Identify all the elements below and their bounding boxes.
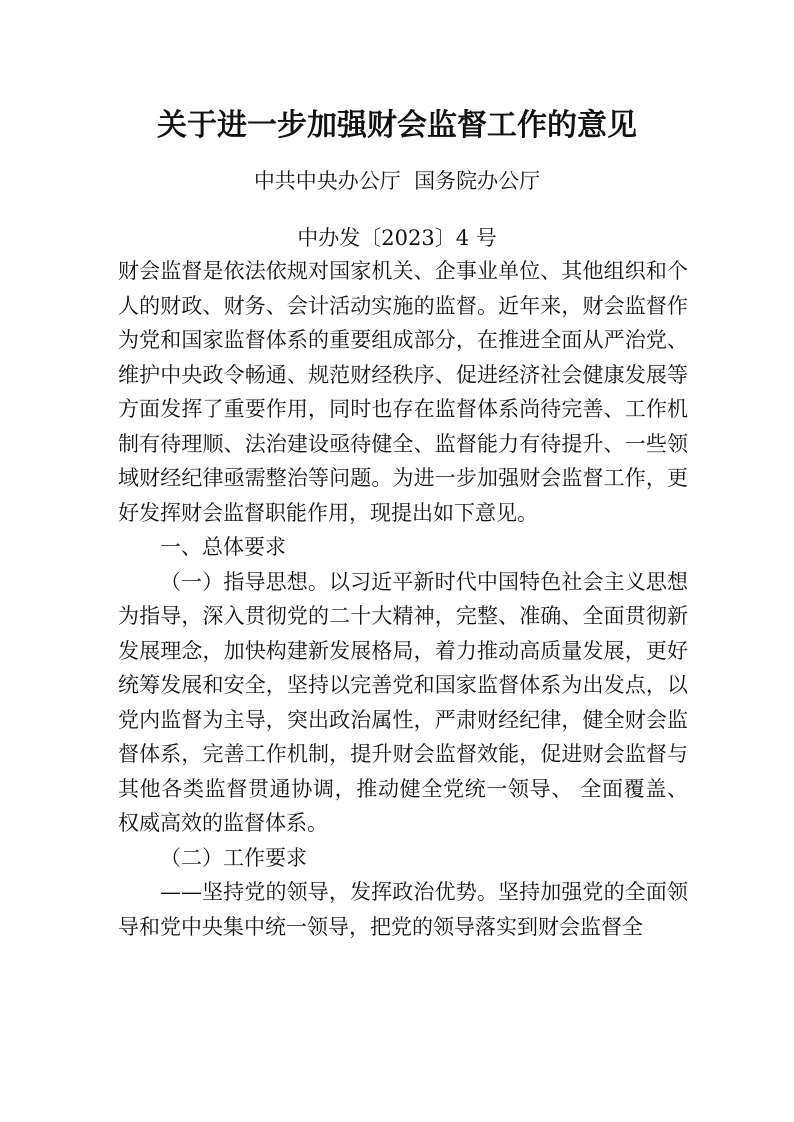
guiding-ideology-paragraph: （一）指导思想。以习近平新时代中国特色社会主义思想为指导，深入贯彻党的二十大精神，完整、准确、全面贯彻新发展理念，加快构建新发展格局，着力推动高质量发展，更好统筹发展和安全，坚持以完善党和国家监督体系为出发点，以党内监督为主导，突出政治属性，严肃财经纪律，健全财会监督体系，完善工作机制，提升财会监督效能，促进财会监督与其他各类监督贯通协调，推动健全党统一领导、 全面覆盖、权威高效的监督体系。	[118, 569, 688, 835]
subsection-heading-work-requirements: （二）工作要求	[160, 845, 307, 870]
party-leadership-paragraph: ——坚持党的领导，发挥政治优势。坚持加强党的全面领导和党中央集中统一领导，把党的领导落实到财会监督全	[118, 880, 688, 939]
document-title: 关于进一步加强财会监督工作的意见	[157, 108, 637, 143]
intro-paragraph: 财会监督是依法依规对国家机关、企事业单位、其他组织和个人的财政、财务、会计活动实施的监督。近年来，财会监督作为党和国家监督体系的重要组成部分，在推进全面从严治党、维护中央政令畅通、规范财经秩序、促进经济社会健康发展等方面发挥了重要作用，同时也存在监督体系尚待完善、工作机制有待理顺、法治建设亟待健全、监督能力有待提升、一些领域财经纪律亟需整治等问题。为进一步加强财会监督工作，更好发挥财会监督职能作用，现提出如下意见。	[118, 259, 688, 525]
section-heading-general-requirements: 一、总体要求	[160, 535, 286, 559]
document-number: 中办发〔2023〕4 号	[297, 226, 497, 250]
document-body	[118, 254, 688, 944]
document-issuer: 中共中央办公厅 国务院办公厅	[253, 169, 541, 193]
